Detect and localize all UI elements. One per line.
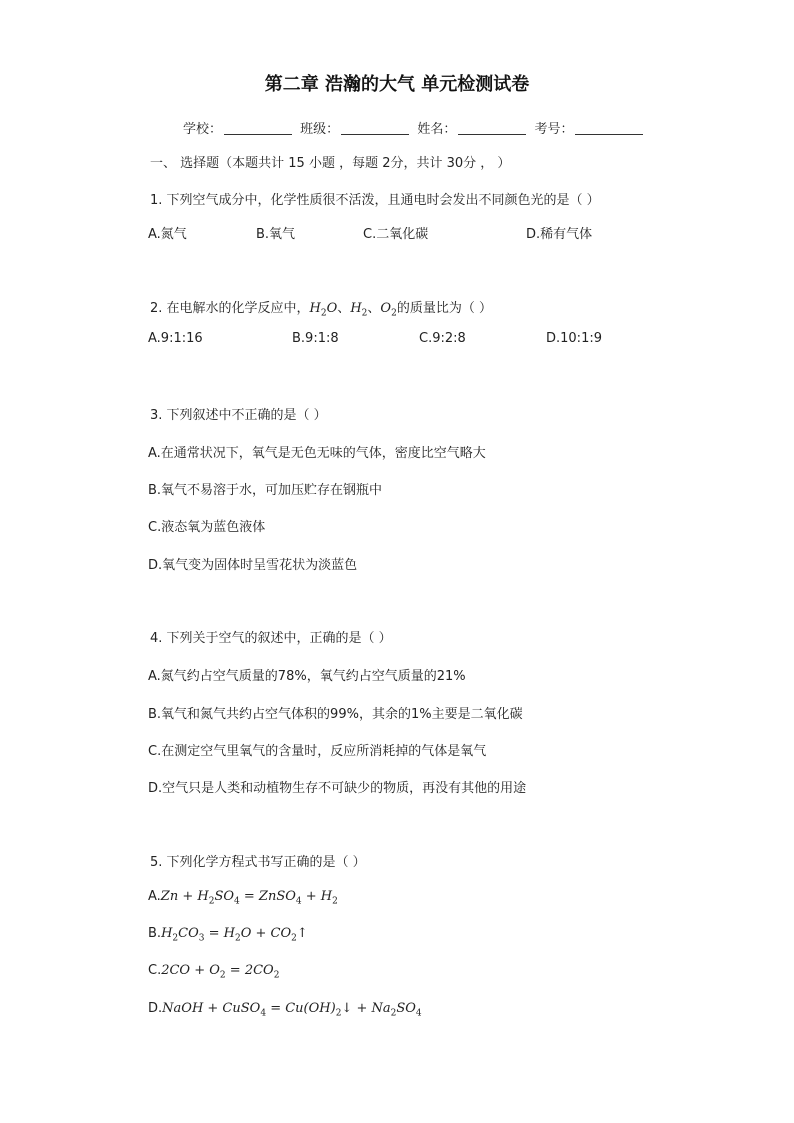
q5-option-a: $A.Zn + H_2SO_4$ = ZnSO$_4$ + $H_2$: [148, 889, 338, 907]
section-heading: 一、 选择题（本题共计 15 小题 ，每题 2分，共计 30分 ， ）: [150, 156, 511, 171]
question-4-stem: 4. 下列关于空气的叙述中，正确的是（ ）: [150, 631, 392, 646]
school-label: 学校：: [183, 122, 223, 137]
formula-h2o: $H_2O$: [309, 301, 338, 319]
number-blank[interactable]: [575, 120, 643, 135]
question-5-stem: 5. 下列化学方程式书写正确的是（ ）: [150, 855, 366, 870]
class-blank[interactable]: [341, 120, 409, 135]
formula-o2: $O_2$: [380, 301, 397, 319]
equation-c: $2CO + O_2 = 2CO_2$: [161, 963, 280, 981]
school-blank[interactable]: [224, 120, 292, 135]
q2-option-d: D.10:1:9: [546, 331, 602, 346]
equation-d: NaOH + CuSO$_4$ = $Cu(OH)_2↓ + Na_2SO_4$: [162, 1001, 422, 1019]
q4-option-b: B.氧气和氮气共约占空气体积的99%，其余的1%主要是二氧化碳: [148, 707, 523, 722]
q2-option-a: A.9:1:16: [148, 331, 203, 346]
q3-option-d: D.氧气变为固体时呈雪花状为淡蓝色: [148, 558, 358, 573]
name-label: 姓名：: [417, 122, 457, 137]
formula-h2: $H_2$: [350, 301, 368, 319]
page-title: 第二章 浩瀚的大气 单元检测试卷: [264, 74, 530, 95]
q1-option-d: D.稀有气体: [526, 227, 593, 242]
q5-option-c: $C.2CO + O_2 = 2CO_2$: [148, 963, 280, 981]
question-3-stem: 3. 下列叙述中不正确的是（ ）: [150, 408, 327, 423]
q5-option-b: $B.H_2CO_3 = H_2O$ + $CO_2↑$: [148, 926, 308, 944]
q3-option-c: C.液态氧为蓝色液体: [148, 520, 266, 535]
equation-a: $Zn + H_2SO_4$ = ZnSO$_4$ + $H_2$: [160, 889, 338, 907]
q1-option-c: C.二氧化碳: [363, 227, 429, 242]
class-label: 班级：: [300, 122, 340, 137]
q4-option-a: A.氮气约占空气质量的78%，氧气约占空气质量的21%: [148, 669, 466, 684]
q4-option-c: C.在测定空气里氧气的含量时，反应所消耗掉的气体是氧气: [148, 744, 487, 759]
q4-option-d: D.空气只是人类和动植物生存不可缺少的物质，再没有其他的用途: [148, 781, 527, 796]
q2-option-b: B.9:1:8: [292, 331, 339, 346]
q3-option-b: B.氧气不易溶于水，可加压贮存在钢瓶中: [148, 483, 383, 498]
number-label: 考号：: [534, 122, 574, 137]
q5-option-d: D.NaOH + CuSO$_4$ = $Cu(OH)_2↓ + Na_2SO_4$: [148, 1001, 422, 1019]
q3-option-a: A.在通常状况下，氧气是无色无味的气体，密度比空气略大: [148, 446, 486, 461]
question-1-stem: 1. 下列空气成分中，化学性质很不活泼，且通电时会发出不同颜色光的是（ ）: [150, 193, 600, 208]
equation-b: $H_2CO_3 = H_2O$ + $CO_2↑$: [161, 926, 308, 944]
name-blank[interactable]: [458, 120, 526, 135]
student-info-line: [183, 118, 647, 137]
q1-option-a: A.氮气: [148, 227, 187, 242]
q1-option-b: B.氧气: [256, 227, 296, 242]
q2-option-c: C.9:2:8: [419, 331, 466, 346]
question-2-stem: 2. 在电解水的化学反应中，$H_2O$、$H_2$、$O_2$的质量比为（ ）: [150, 301, 492, 319]
